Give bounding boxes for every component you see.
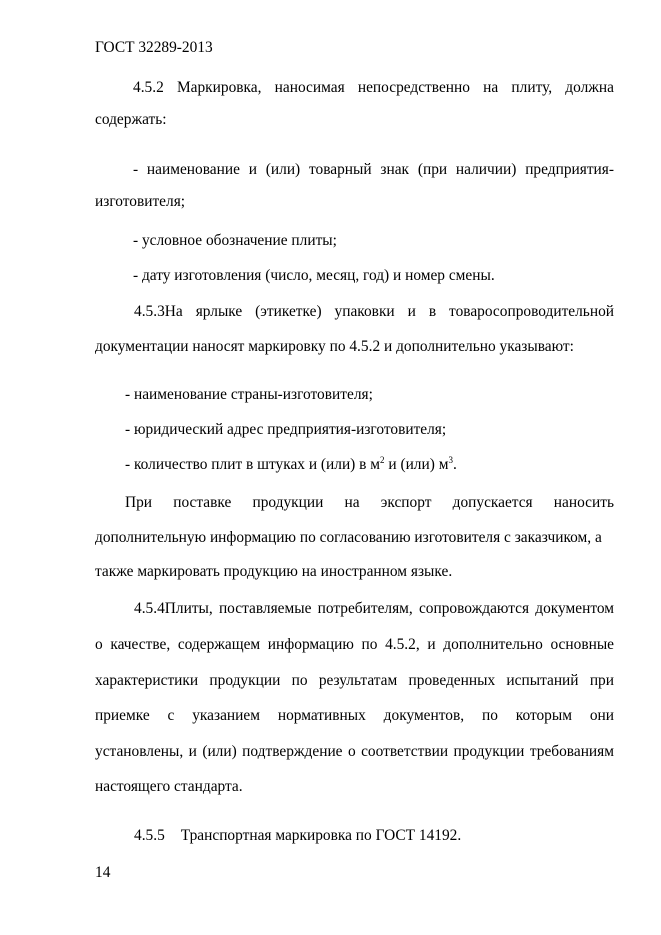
clause-4-5-4-line-2: о качестве, содержащем информацию по 4.5.2, и дополнительно основные (95, 636, 614, 653)
clause-4-5-4-line-5: установлены, и (или) подтверждение о соответствии продукции требованиям (95, 743, 614, 760)
export-paragraph-line-2: дополнительную информацию по согласованию изготовителя с заказчиком, а (95, 529, 602, 546)
clause-4-5-3-line-2: документации наносят маркировку по 4.5.2 и дополнительно указывают: (95, 338, 574, 355)
quantity-text-start: - количество плит в штуках и (или) в м (125, 456, 381, 473)
clause-4-5-5 (134, 826, 614, 846)
superscript-cubic: 3 (448, 454, 453, 465)
quantity-text-middle: и (или) м (384, 456, 449, 473)
clause-4-5-5-text: Транспортная маркировка по ГОСТ 14192. (180, 827, 462, 844)
clause-4-5-2-line-2: содержать: (95, 111, 167, 128)
export-paragraph-line-3: также маркировать продукцию на иностранном языке. (95, 563, 453, 580)
page-number: 14 (95, 864, 111, 881)
list-item-country: - наименование страны-изготовителя; (125, 386, 373, 403)
list-item-quantity (125, 455, 614, 475)
clause-4-5-2-line-1: 4.5.2 Маркировка, наносимая непосредственно на плиту, должна (133, 79, 614, 96)
clause-4-5-5-number: 4.5.5 (134, 827, 165, 844)
list-item-manufacture-date: - дату изготовления (число, месяц, год) и номер смены. (133, 267, 495, 284)
list-item-name-line-1: - наименование и (или) товарный знак (при наличии) предприятия- (133, 161, 614, 178)
document-code-header: ГОСТ 32289-2013 (95, 39, 213, 56)
list-item-designation: - условное обозначение плиты; (133, 232, 337, 249)
list-item-name-line-2: изготовителя; (95, 193, 186, 210)
clause-4-5-4-line-1: 4.5.4Плиты, поставляемые потребителям, сопровождаются документом (134, 600, 614, 617)
clause-4-5-3-line-1: 4.5.3На ярлыке (этикетке) упаковки и в товаросопроводительной (134, 303, 614, 320)
export-paragraph-line-1: При поставке продукции на экспорт допускается наносить (125, 494, 614, 511)
list-item-legal-address: - юридический адрес предприятия-изготовителя; (125, 421, 447, 438)
clause-4-5-4-line-6: настоящего стандарта. (95, 778, 243, 795)
quantity-text-end: . (452, 456, 457, 473)
superscript-square: 2 (380, 454, 385, 465)
clause-4-5-4-line-4: приемке с указанием нормативных документов, по которым они (95, 707, 614, 724)
clause-4-5-4-line-3: характеристики продукции по результатам проведенных испытаний при (95, 672, 614, 689)
